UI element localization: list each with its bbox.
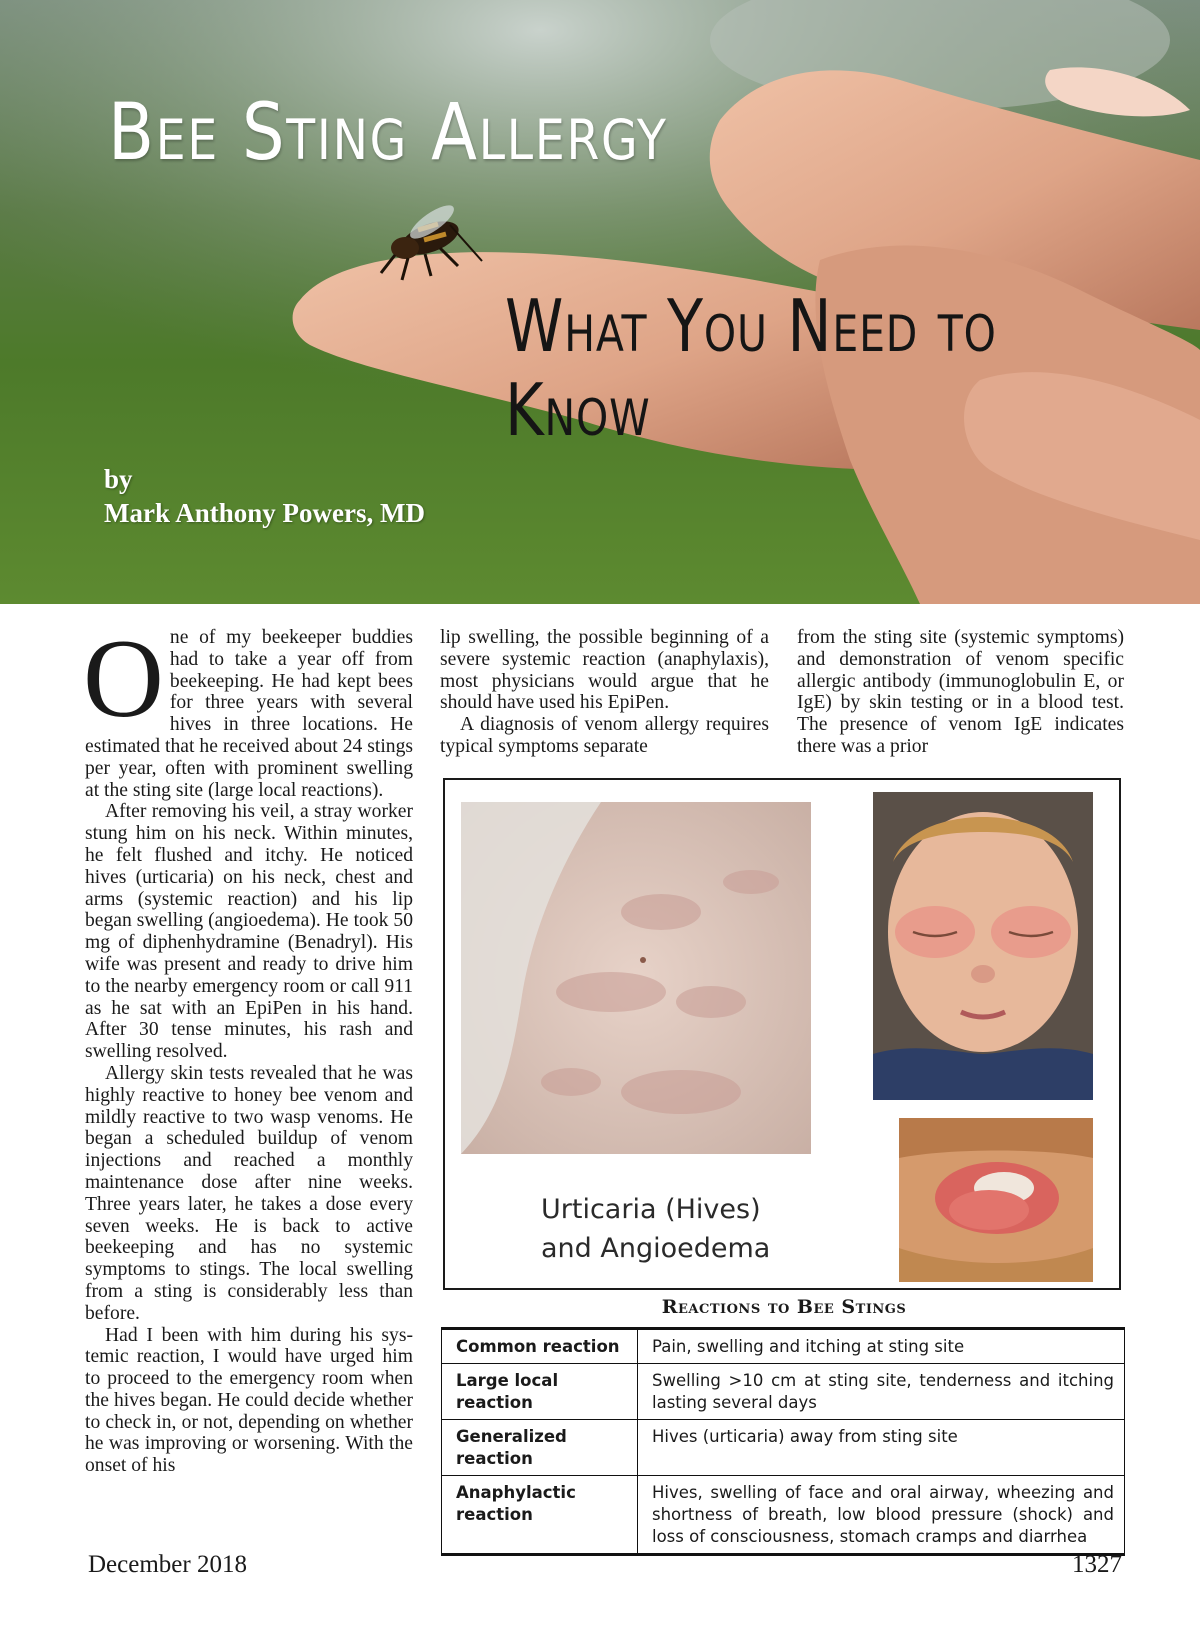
page-subtitle: What You Need to Know [505, 284, 997, 452]
swollen-lip-photo [899, 1118, 1093, 1282]
article-paragraph: A diagnosis of venom allergy requires typical symptoms separate [440, 714, 769, 757]
reaction-type: Generalized reaction [442, 1420, 638, 1476]
article-paragraph: After removing his veil, a stray worker stung him on his neck. Within minutes, he felt flushed and itchy. He noticed hives (urticaria) on his neck, chest and arms (systemic reaction) and his lip began swelling (angioedema). He took 50 mg of diphenhydramine (Benadryl). His wife was present and ready to drive him to the nearby emergency room or call 911 as he sat with an EpiPen in his hand. After 30 tense minutes, his rash and swelling resolved. [85, 801, 413, 1063]
figure-caption [541, 1190, 861, 1268]
table-row [442, 1420, 1125, 1476]
byline-prefix: by [104, 464, 133, 494]
figure-urticaria-angioedema [443, 778, 1121, 1290]
reaction-type: Anaphylactic reaction [442, 1476, 638, 1555]
caption-line: and Angioedema [541, 1233, 771, 1264]
article-paragraph: from the sting site (systemic symptoms) and demonstration of venom specific allergic antibody (immunoglobulin E, or IgE) by skin testing or in a blood test. The presence of venom IgE indicates there was a prior [797, 627, 1124, 757]
page-number: 1327 [1072, 1551, 1122, 1578]
reaction-description: Pain, swelling and itching at sting site [638, 1329, 1125, 1364]
reactions-table [441, 1327, 1125, 1556]
caption-line: Urticaria (Hives) [541, 1194, 761, 1225]
reaction-type: Common reaction [442, 1329, 638, 1364]
table-row [442, 1329, 1125, 1364]
reaction-description: Hives, swelling of face and oral airway, wheezing and shortness of breath, low blood pressure (shock) and loss of consciousness, stomach cramps and diarrhea [638, 1476, 1125, 1555]
issue-date: December 2018 [88, 1551, 247, 1578]
article-paragraph: One of my beekeeper buddies had to take a year off from beekeeping. He had kept bees for three years with several hives in three locations. He estimated that he received about 24 stings per year, often with prominent swelling at the sting site (large local reactions). [83, 617, 413, 801]
hero-banner [0, 0, 1200, 604]
table-row [442, 1364, 1125, 1420]
hives-skin-photo [461, 802, 811, 1154]
article-column-2 [440, 627, 769, 758]
byline [104, 462, 425, 530]
article-paragraph: Allergy skin tests revealed that he was highly reactive to honey bee venom and mildly reactive to two wasp venoms. He began a scheduled buildup of venom injections and reached a monthly maintenance dose after nine weeks. Three years later, he takes a dose every seven weeks. He is back to active beekeeping and has no systemic symptoms to stings. The local swelling from a sting is considerably less than before. [85, 1062, 413, 1324]
swollen-face-photo [873, 792, 1093, 1100]
reaction-description: Hives (urticaria) away from sting site [638, 1420, 1125, 1476]
author-name: Mark Anthony Powers, MD [104, 498, 425, 528]
article-column-1 [83, 617, 413, 1477]
reaction-description: Swelling >10 cm at sting site, tenderness and itching lasting several days [638, 1364, 1125, 1420]
page-title: Bee Sting Allergy [108, 88, 668, 178]
drop-cap: O [83, 617, 164, 741]
article-column-3 [797, 627, 1124, 758]
article-paragraph: Had I been with him during his systemic reaction, I would have urged him to proceed to the emergency room when the hives began. He could decide whether to check in, or not, depending on whether he was improving or worsening. With the onset of his [85, 1324, 413, 1477]
table-title: Reactions to Bee Stings [661, 1296, 907, 1318]
reaction-type: Large local reaction [442, 1364, 638, 1420]
table-row [442, 1476, 1125, 1555]
article-paragraph: lip swelling, the possible beginning of a severe systemic reaction (anaphylaxis), most physicians would argue that he should have used his EpiPen. [440, 627, 769, 714]
